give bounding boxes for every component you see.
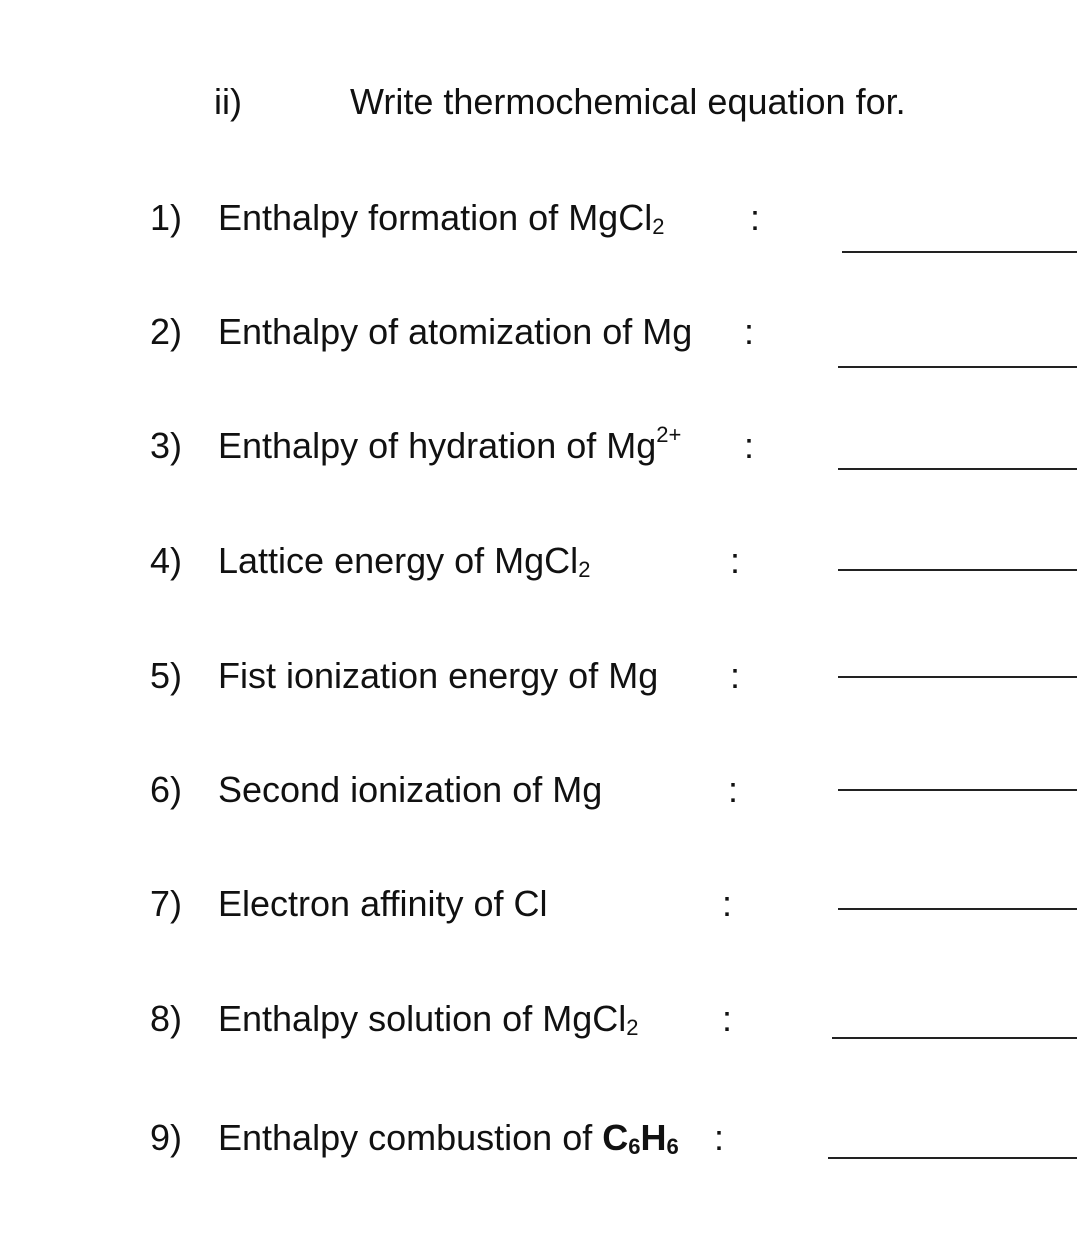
- answer-line[interactable]: [832, 1037, 1077, 1039]
- answer-line[interactable]: [838, 789, 1077, 791]
- formula: $C_6H_6$: [602, 1117, 679, 1159]
- question-1: [0, 196, 1077, 246]
- colon: :: [728, 769, 739, 810]
- question-number: 6): [150, 769, 183, 810]
- question-text: Fist ionization energy of Mg: [218, 655, 659, 696]
- answer-line[interactable]: [838, 908, 1077, 910]
- subscript: 2: [626, 1015, 639, 1040]
- question-9: [0, 1116, 1077, 1166]
- answer-line[interactable]: [838, 676, 1077, 678]
- question-5: [0, 654, 1077, 704]
- question-7: [0, 882, 1077, 932]
- question-2: [0, 310, 1077, 360]
- question-text: Enthalpy combustion of $C_6H_6$: [218, 1117, 679, 1159]
- heading-text: Write thermochemical equation for.: [350, 81, 906, 122]
- answer-line[interactable]: [838, 569, 1077, 571]
- question-number: 1): [150, 197, 183, 238]
- question-text: Lattice energy of MgCl$_2$: [218, 540, 591, 582]
- question-text: Electron affinity of Cl: [218, 883, 548, 924]
- question-4: [0, 539, 1077, 589]
- question-text: Enthalpy solution of MgCl$_2$: [218, 998, 639, 1040]
- question-text: Enthalpy of hydration of $Mg^{2+}$: [218, 422, 682, 466]
- question-number: 9): [150, 1117, 183, 1158]
- question-text: Enthalpy formation of MgCl$_2$: [218, 197, 665, 239]
- colon: :: [714, 1117, 725, 1158]
- question-3: [0, 424, 1077, 474]
- colon: :: [744, 311, 755, 352]
- question-6: [0, 768, 1077, 818]
- colon: :: [722, 883, 733, 924]
- subscript: 2: [652, 214, 665, 239]
- colon: :: [730, 655, 741, 696]
- question-number: 3): [150, 425, 183, 466]
- answer-line[interactable]: [838, 366, 1077, 368]
- question-number: 2): [150, 311, 183, 352]
- question-8: [0, 997, 1077, 1047]
- subscript: 2: [578, 557, 591, 582]
- question-number: 7): [150, 883, 183, 924]
- question-number: 5): [150, 655, 183, 696]
- heading-number: ii): [214, 81, 242, 122]
- colon: :: [730, 540, 741, 581]
- question-number: 8): [150, 998, 183, 1039]
- superscript: 2+: [656, 422, 682, 447]
- answer-line[interactable]: [842, 251, 1077, 253]
- question-heading: [214, 80, 906, 124]
- question-number: 4): [150, 540, 183, 581]
- question-text: Second ionization of Mg: [218, 769, 603, 810]
- question-text: Enthalpy of atomization of Mg: [218, 311, 693, 352]
- answer-line[interactable]: [828, 1157, 1077, 1159]
- colon: :: [750, 197, 761, 238]
- answer-line[interactable]: [838, 468, 1077, 470]
- colon: :: [744, 425, 755, 466]
- colon: :: [722, 998, 733, 1039]
